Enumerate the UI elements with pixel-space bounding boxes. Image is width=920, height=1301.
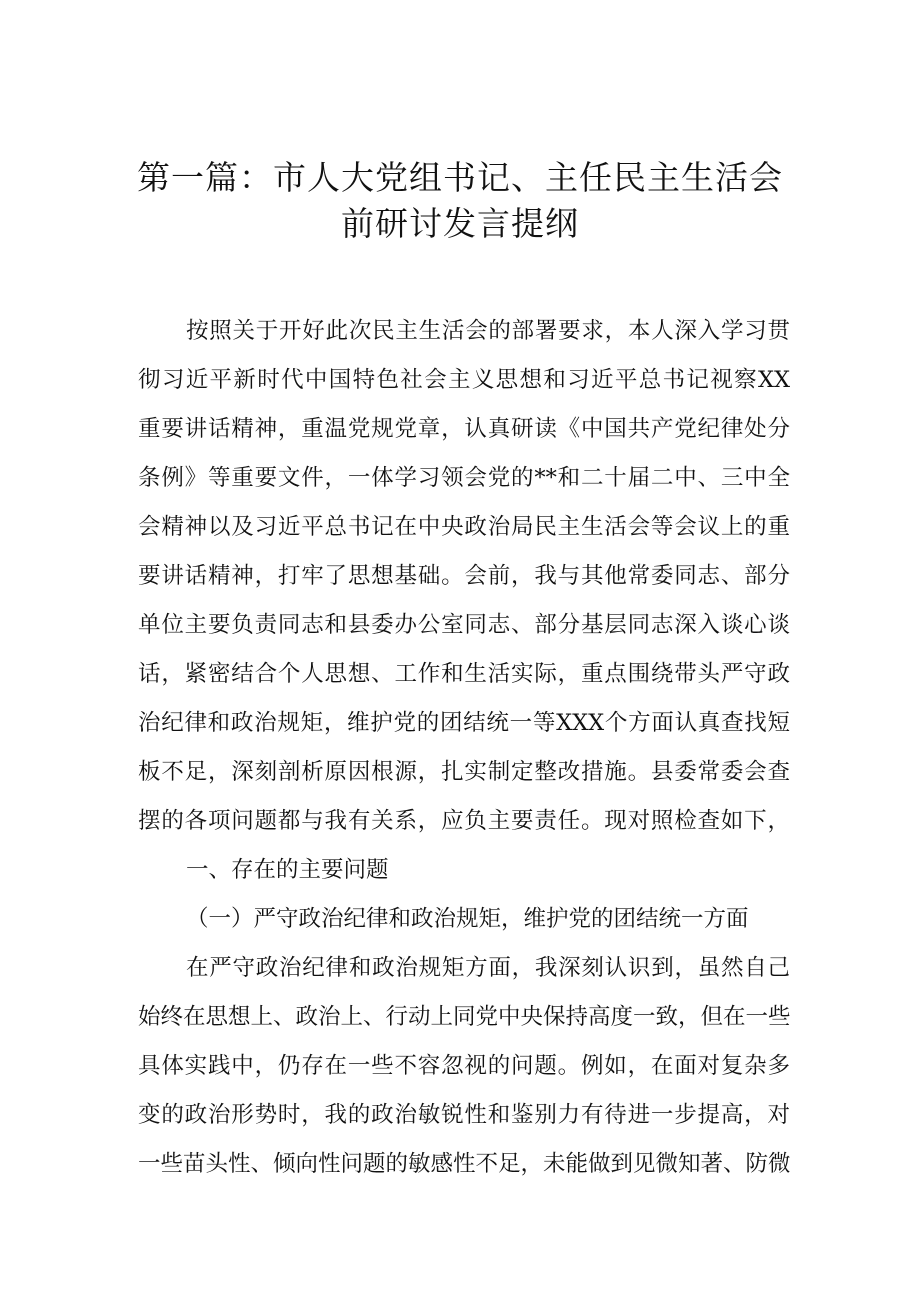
- paragraph-line: 在严守政治纪律和政治规矩方面，我深刻认识到，虽然自己: [186, 955, 790, 981]
- paragraph-line: 单位主要负责同志和县委办公室同志、部分基层同志深入谈心谈: [138, 612, 790, 638]
- paragraph-line: 要讲话精神，打牢了思想基础。会前，我与其他常委同志、部分: [138, 563, 790, 589]
- paragraph-line: 重要讲话精神，重温党规党章，认真研读《中国共产党纪律处分: [138, 416, 790, 442]
- paragraph-line: 话，紧密结合个人思想、工作和生活实际，重点围绕带头严守政: [138, 661, 790, 687]
- paragraph-line: 会精神以及习近平总书记在中央政治局民主生活会等会议上的重: [138, 514, 790, 540]
- subsection-heading: （一）严守政治纪律和政治规矩，维护党的团结统一方面: [186, 906, 749, 932]
- paragraph-line: 始终在思想上、政治上、行动上同党中央保持高度一致，但在一些: [138, 1004, 791, 1030]
- paragraph-line: 摆的各项问题都与我有关系，应负主要责任。现对照检查如下，: [138, 808, 790, 834]
- paragraph-line: 变的政治形势时，我的政治敏锐性和鉴别力有待进一步提高，对: [138, 1102, 790, 1128]
- paragraph-line: 按照关于开好此次民主生活会的部署要求，本人深入学习贯: [186, 318, 790, 344]
- document-title-line-2: 前研讨发言提纲: [341, 204, 579, 243]
- paragraph-line: 一些苗头性、倾向性问题的敏感性不足，未能做到见微知著、防微: [138, 1151, 791, 1177]
- paragraph-line: 条例》等重要文件，一体学习领会党的**和二十届二中、三中全: [138, 465, 790, 491]
- section-heading: 一、存在的主要问题: [186, 857, 389, 883]
- paragraph-line: 板不足，深刻剖析原因根源，扎实制定整改措施。县委常委会查: [138, 759, 790, 785]
- paragraph-line: 彻习近平新时代中国特色社会主义思想和习近平总书记视察XX: [138, 367, 790, 393]
- document-title-line-1: 第一篇：市人大党组书记、主任民主生活会: [137, 158, 783, 197]
- paragraph-line: 具体实践中，仍存在一些不容忽视的问题。例如，在面对复杂多: [138, 1053, 790, 1079]
- paragraph-line: 治纪律和政治规矩，维护党的团结统一等XXX个方面认真查找短: [138, 710, 790, 736]
